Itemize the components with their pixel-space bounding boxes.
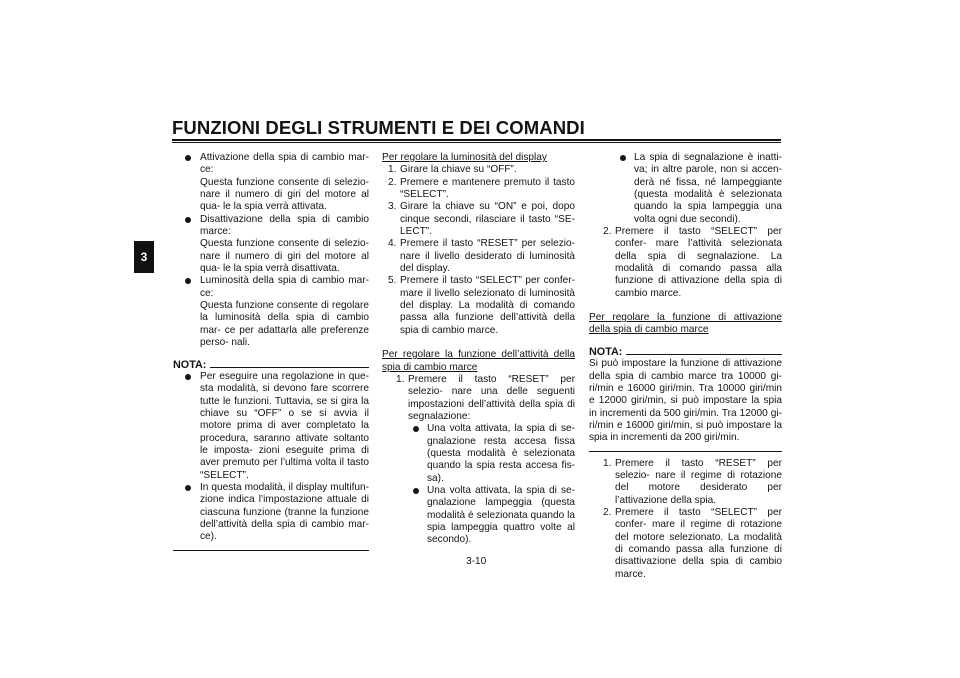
- list-item: [173, 482, 369, 544]
- list-item-text: Premere il tasto “RESET” per selezio- nare il livello desiderato di luminosità del display.: [400, 238, 575, 275]
- section-title: Per regolare la luminosità del display: [382, 152, 547, 163]
- list-item-text: Premere il tasto “SELECT” per confer- mare il livello selezionato di luminosità del display. La modalità di comando passa alla funzione dell’attività della spia di cambio marce.: [400, 275, 575, 336]
- list-item-text: Per eseguire una regolazione in que- sta modalità, si devono fare scorrere tutte le funzioni. Tuttavia, se si gira la chiave su “OFF” o se si avvia il motore prima di aver completato la procedura, saranno attivate soltanto le imposta- zioni eseguite prima di aver premuto per l’ultima volta il tasto “SELECT”.: [200, 370, 369, 481]
- bullet-icon: [185, 155, 191, 161]
- list-item: [400, 485, 575, 547]
- list-item-text: Girare la chiave su “ON” e poi, dopo cinque secondi, rilasciare il tasto “SE- LECT”.: [400, 201, 575, 238]
- chapter-tab: 3: [134, 241, 154, 273]
- column-1: [173, 152, 369, 551]
- list-item-text: Una volta attivata, la spia di se- gnalazione resta accesa fissa (questa modalità è selezionata quando la spia resta accesa fis- sa).: [427, 423, 575, 484]
- list-item: [173, 275, 369, 300]
- list-item: 1. Premere il tasto “RESET” per selezio- nare una delle seguenti impostazioni dell’attività della spia di segnalazione:: [396, 373, 575, 422]
- list-item: 2. Premere il tasto “SELECT” per confer- mare il regime di rotazione del motore selezionato. La modalità di comando passa alla funzione di disattivazione della spia di cambio marce.: [603, 506, 782, 580]
- list-item: [173, 177, 369, 214]
- list-item-text: In questa modalità, il display multifun- zione indica l’impostazione attuale di ciascuna funzione (tranne la funzione dell’attività della spia di cambio mar- ce).: [200, 481, 369, 543]
- list-item-text: La spia di segnalazione è inatti- va; in altre parole, non si accen- derà né fissa, né lampeggiante (questa modalità è selezionata quando la spia lampeggia una volta ogni due secondi).: [634, 152, 782, 225]
- column-2: [382, 152, 575, 547]
- header-rule: [172, 139, 781, 143]
- list-item-text: Premere il tasto “RESET” per selezio- nare una delle seguenti impostazioni dell’attività della spia di segnalazione:: [408, 373, 575, 422]
- nota-label: NOTA:: [589, 345, 623, 358]
- list-item-text: Questa funzione consente di regolare la luminosità della spia di cambio mar- ce per adattarla alle preferenze perso- nali.: [200, 300, 369, 349]
- list-item: [400, 423, 575, 485]
- bullet-icon: [413, 488, 419, 494]
- list-item-text: Questa funzione consente di selezio- nare il numero di giri del motore al qua- le la spia verrà attivata.: [200, 176, 369, 213]
- list-item-text: Girare la chiave su “OFF”.: [400, 164, 517, 176]
- bullet-icon: [620, 155, 626, 161]
- list-item: [173, 152, 369, 177]
- section-title: Per regolare la funzione dell’attività della spia di cambio marce: [382, 349, 575, 373]
- list-item: [173, 371, 369, 482]
- list-item: 4. Premere il tasto “RESET” per selezio- nare il livello desiderato di luminosità del display.: [388, 238, 575, 275]
- bullet-icon: [185, 217, 191, 223]
- list-item-text: Questa funzione consente di selezio- nare il numero di giri del motore al qua- le la spia verrà disattivata.: [200, 238, 369, 275]
- list-item: 1. Premere il tasto “RESET” per selezio- nare il regime di rotazione del motore desiderato per l’attivazione della spia.: [603, 457, 782, 506]
- page-title: FUNZIONI DEGLI STRUMENTI E DEI COMANDI: [172, 117, 585, 138]
- nota-label: NOTA:: [173, 358, 207, 371]
- list-item: [173, 238, 369, 275]
- nota-end-rule: [173, 550, 369, 551]
- bullet-icon: [185, 374, 191, 380]
- list-item: 3. Girare la chiave su “ON” e poi, dopo cinque secondi, rilasciare il tasto “SE- LECT”.: [388, 201, 575, 238]
- list-item-text: Disattivazione della spia di cambio marce:: [200, 213, 369, 238]
- bullet-icon: [185, 278, 191, 284]
- column-3: [589, 152, 782, 581]
- list-item-text: Una volta attivata, la spia di se- gnalazione lampeggia (questa modalità è selezionata quando la spia lampeggia quattro volte al secondo).: [427, 484, 575, 546]
- list-item-text: Attivazione della spia di cambio mar- ce:: [200, 152, 369, 176]
- list-item: [607, 152, 782, 226]
- nota-heading: [589, 346, 782, 358]
- bullet-icon: [413, 426, 419, 432]
- list-item: 2. Premere e mantenere premuto il tasto “SELECT”.: [388, 176, 575, 201]
- list-item-text: Premere il tasto “RESET” per selezio- nare il regime di rotazione del motore desiderato per l’attivazione della spia.: [615, 457, 782, 506]
- section-title: Per regolare la funzione di attivazione della spia di cambio marce: [589, 312, 782, 336]
- nota-rule: [210, 367, 369, 368]
- page-number: 3-10: [466, 556, 487, 567]
- list-item-text: Premere il tasto “SELECT” per confer- mare il regime di rotazione del motore selezionato. La modalità di comando passa alla funzione di disattivazione della spia di cambio marce.: [615, 506, 782, 580]
- list-item: 1. Girare la chiave su “OFF”.: [388, 164, 517, 176]
- nota-rule: [626, 354, 782, 355]
- nota-heading: [173, 359, 369, 371]
- nota-text: Si può impostare la funzione di attivazione della spia di cambio marce tra 10000 gi- ri/min e 16000 giri/min. Tra 10000 giri/min e 12000 giri/min, si può impostare la spia in incrementi da 500 giri/min. Tra 12000 gi- ri/min e 16000 giri/min, si può impostare la spia in incrementi da 200 giri/min.: [589, 358, 782, 444]
- list-item: 5. Premere il tasto “SELECT” per confer- mare il livello selezionato di luminosità del display. La modalità di comando passa alla funzione dell’attività della spia di cambio marce.: [388, 275, 575, 336]
- list-item-text: Premere il tasto “SELECT” per confer- mare l’attività selezionata della spia di segnalazione. La modalità di comando passa alla funzione di attivazione della spia di cambio marce.: [615, 226, 782, 299]
- list-item: 2. Premere il tasto “SELECT” per confer- mare l’attività selezionata della spia di segnalazione. La modalità di comando passa alla funzione di attivazione della spia di cambio marce.: [603, 226, 782, 299]
- list-item: [173, 300, 369, 349]
- list-item-text: Premere e mantenere premuto il tasto “SELECT”.: [400, 176, 575, 201]
- list-item: [173, 214, 369, 239]
- list-item-text: Luminosità della spia di cambio mar- ce:: [200, 275, 369, 299]
- bullet-icon: [185, 485, 191, 491]
